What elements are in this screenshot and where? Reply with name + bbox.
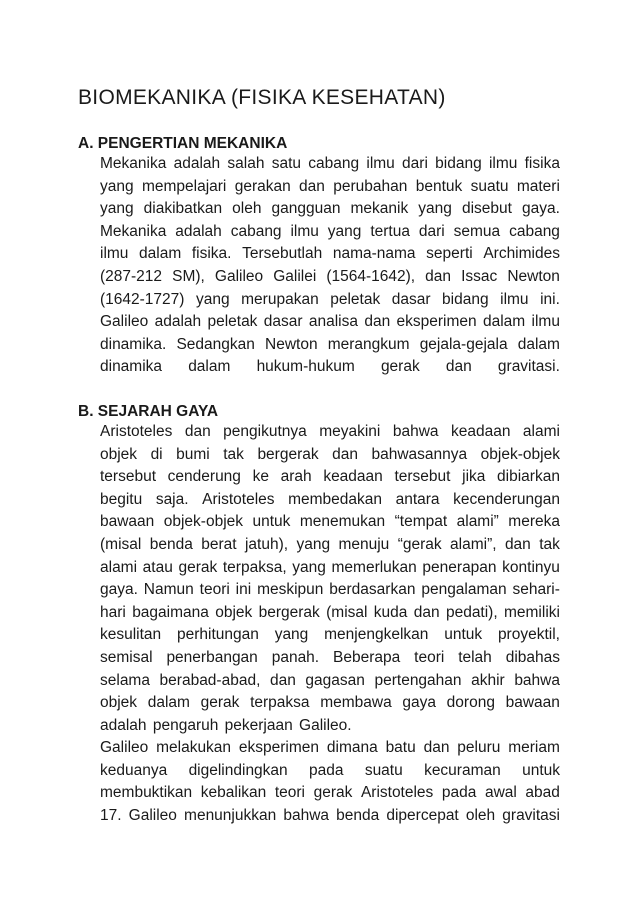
paragraph-line: kesulitan perhitungan yang menjengkelkan untuk proyektil, bbox=[100, 626, 560, 644]
paragraph-line: (287-212 SM), Galileo Galilei (1564-1642), dan Issac Newton bbox=[100, 267, 560, 285]
paragraph-line: adalah pengaruh pekerjaan Galileo. bbox=[100, 716, 352, 734]
paragraph-line: bawaan objek-objek untuk menemukan “tempat alami” mereka bbox=[100, 513, 560, 531]
paragraph-line: semisal penerbangan panah. Beberapa teori telah dibahas bbox=[100, 648, 560, 666]
paragraph-line: tersebut cenderung ke arah keadaan tersebut jika dibiarkan bbox=[100, 468, 560, 486]
paragraph-pengertian-mekanika bbox=[100, 153, 560, 379]
paragraph-line: alami atau gerak terpaksa, yang memerlukan penerapan kontinyu bbox=[100, 558, 560, 576]
paragraph-line: keduanya digelindingkan pada suatu kecuraman untuk bbox=[100, 761, 560, 779]
paragraph-line: objek dalam gerak terpaksa membawa gaya dorong bawaan bbox=[100, 694, 560, 712]
paragraph-line: membuktikan kebalikan teori gerak Aristoteles pada awal abad bbox=[100, 784, 560, 802]
paragraph-line: objek di bumi tak bergerak dan bahwasannya objek-objek bbox=[100, 445, 560, 463]
paragraph-line: ilmu dalam fisika. Tersebutlah nama-nama seperti Archimides bbox=[100, 245, 560, 263]
paragraph-line: Mekanika adalah salah satu cabang ilmu dari bidang ilmu fisika bbox=[100, 155, 560, 172]
paragraph-line: Galileo melakukan eksperimen dimana batu dan peluru meriam bbox=[100, 739, 560, 756]
section-heading-pengertian-mekanika: A. PENGERTIAN MEKANIKA bbox=[78, 135, 288, 152]
paragraph-line: 17. Galileo menunjukkan bahwa benda dipercepat oleh gravitasi bbox=[100, 806, 560, 824]
paragraph-line: Galileo adalah peletak dasar analisa dan eksperimen dalam ilmu bbox=[100, 313, 560, 331]
paragraph-line: Aristoteles dan pengikutnya meyakini bahwa keadaan alami bbox=[100, 423, 560, 440]
paragraph-line: dinamika. Sedangkan Newton merangkum gejala-gejala dalam bbox=[100, 335, 560, 353]
paragraph-line: hari bagaimana objek bergerak (misal kuda dan pedati), memiliki bbox=[100, 603, 560, 621]
section-heading-sejarah-gaya: B. SEJARAH GAYA bbox=[78, 403, 219, 420]
paragraph-line: dinamika dalam hukum-hukum gerak dan gravitasi. bbox=[100, 358, 560, 376]
paragraph-sejarah-gaya-1 bbox=[100, 421, 560, 737]
paragraph-line: yang diakibatkan oleh gangguan mekanik yang disebut gaya. bbox=[100, 200, 560, 218]
paragraph-line: (1642-1727) yang merupakan peletak dasar bidang ilmu ini. bbox=[100, 290, 560, 308]
paragraph-line: gaya. Namun teori ini meskipun berdasarkan pengalaman sehari- bbox=[100, 581, 560, 599]
paragraph-line: (misal benda berat jatuh), yang menuju “gerak alami”, dan tak bbox=[100, 535, 560, 553]
paragraph-line: yang mempelajari gerakan dan perubahan bentuk suatu materi bbox=[100, 177, 560, 195]
document-title: BIOMEKANIKA (FISIKA KESEHATAN) bbox=[78, 86, 446, 109]
paragraph-line: selama berabad-abad, dan gagasan pertengahan akhir bahwa bbox=[100, 671, 560, 689]
paragraph-sejarah-gaya-2 bbox=[100, 737, 560, 827]
paragraph-line: begitu saja. Aristoteles membedakan antara kecenderungan bbox=[100, 490, 560, 508]
paragraph-line: Mekanika adalah cabang ilmu yang tertua dari semua cabang bbox=[100, 222, 560, 240]
